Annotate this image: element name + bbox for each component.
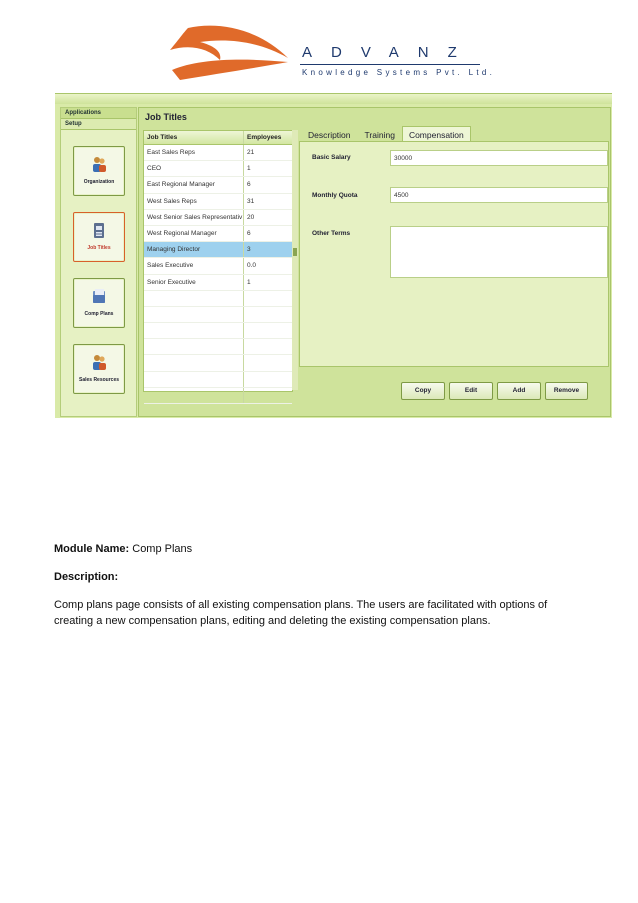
tab-description[interactable]: Description bbox=[308, 130, 351, 140]
table-row[interactable] bbox=[144, 339, 292, 355]
description-line-1: Comp plans page consists of all existing compensation plans. The users are facilitated with options of bbox=[54, 599, 548, 611]
app-topbar bbox=[55, 94, 612, 104]
basic-salary-field[interactable]: 30000 bbox=[390, 150, 608, 166]
job-title-cell: East Regional Manager bbox=[144, 177, 244, 192]
action-buttons bbox=[401, 382, 588, 400]
grip-icon bbox=[293, 248, 297, 256]
sidebar-item-label: Organization bbox=[83, 179, 115, 185]
employees-cell bbox=[244, 355, 292, 370]
sidebar-header: Applications bbox=[61, 108, 136, 119]
module-name-label: Module Name: bbox=[54, 543, 130, 555]
column-header-employees[interactable]: Employees bbox=[247, 134, 282, 141]
company-logo bbox=[160, 18, 496, 88]
tab-training[interactable]: Training bbox=[364, 130, 395, 140]
people-icon bbox=[91, 353, 107, 371]
job-title-cell: Sales Executive bbox=[144, 258, 244, 273]
job-title-cell: East Sales Reps bbox=[144, 145, 244, 160]
monthly-quota-field[interactable]: 4500 bbox=[390, 187, 608, 203]
sidebar-item-label: Sales Resources bbox=[78, 377, 120, 383]
add-button[interactable]: Add bbox=[497, 382, 541, 400]
module-name-value: Comp Plans bbox=[132, 543, 193, 555]
sidebar-item-sales-resources[interactable] bbox=[73, 344, 125, 394]
sidebar bbox=[60, 107, 137, 417]
swoosh-logo-icon bbox=[160, 18, 310, 88]
employees-cell bbox=[244, 291, 292, 306]
employees-cell: 0.0 bbox=[247, 262, 257, 270]
table-row[interactable] bbox=[144, 291, 292, 307]
employees-cell: 20 bbox=[247, 213, 255, 221]
sidebar-item-comp-plans[interactable] bbox=[73, 278, 125, 328]
main-panel bbox=[138, 107, 611, 417]
job-title-cell: CEO bbox=[144, 161, 244, 176]
copy-button[interactable]: Copy bbox=[401, 382, 445, 400]
employees-cell: 6 bbox=[247, 181, 251, 189]
employees-cell: 21 bbox=[247, 149, 255, 156]
basic-salary-label: Basic Salary bbox=[312, 154, 351, 161]
people-icon bbox=[91, 155, 107, 173]
job-title-cell: West Regional Manager bbox=[144, 226, 244, 241]
table-header bbox=[144, 131, 292, 145]
job-titles-table bbox=[143, 130, 293, 392]
table-row[interactable] bbox=[144, 226, 292, 242]
tab-bar bbox=[301, 126, 471, 142]
job-title-cell: Senior Executive bbox=[144, 275, 244, 290]
job-title-cell: Managing Director bbox=[144, 242, 244, 257]
description-heading: Description: bbox=[54, 571, 119, 583]
folder-icon bbox=[91, 287, 107, 305]
tab-compensation[interactable]: Compensation bbox=[402, 126, 471, 144]
employees-cell bbox=[244, 388, 292, 403]
app-screenshot bbox=[55, 93, 612, 418]
other-terms-field[interactable] bbox=[390, 226, 608, 278]
compensation-panel bbox=[299, 141, 609, 367]
table-row[interactable] bbox=[144, 210, 292, 226]
employees-cell bbox=[244, 323, 292, 338]
sidebar-item-job-titles[interactable] bbox=[73, 212, 125, 262]
remove-button[interactable]: Remove bbox=[545, 382, 588, 400]
table-row[interactable] bbox=[144, 323, 292, 339]
page-title: Job Titles bbox=[145, 112, 187, 122]
employees-cell: 31 bbox=[247, 197, 255, 205]
sidebar-item-organization[interactable] bbox=[73, 146, 125, 196]
table-row[interactable] bbox=[144, 355, 292, 371]
job-title-cell bbox=[144, 291, 244, 306]
job-title-cell bbox=[144, 388, 244, 403]
job-title-cell bbox=[144, 355, 244, 370]
job-title-cell bbox=[144, 339, 244, 354]
table-row[interactable] bbox=[144, 194, 292, 210]
table-row[interactable] bbox=[144, 242, 292, 258]
employees-cell: 1 bbox=[247, 165, 251, 173]
table-row[interactable] bbox=[144, 145, 292, 161]
sidebar-item-label: Comp Plans bbox=[84, 311, 114, 317]
employees-cell: 1 bbox=[247, 278, 251, 286]
id-badge-icon bbox=[91, 221, 107, 239]
column-header-job-titles[interactable]: Job Titles bbox=[144, 131, 244, 144]
employees-cell bbox=[244, 307, 292, 322]
brand-name: ADVANZ bbox=[302, 44, 476, 61]
table-row[interactable] bbox=[144, 161, 292, 177]
brand-divider bbox=[300, 64, 480, 65]
table-row[interactable] bbox=[144, 258, 292, 274]
table-row[interactable] bbox=[144, 177, 292, 193]
edit-button[interactable]: Edit bbox=[449, 382, 493, 400]
splitter-handle[interactable] bbox=[292, 130, 298, 390]
job-title-cell: West Senior Sales Representativ bbox=[144, 210, 244, 225]
monthly-quota-label: Monthly Quota bbox=[312, 192, 358, 199]
employees-cell: 3 bbox=[247, 246, 251, 254]
table-row[interactable] bbox=[144, 307, 292, 323]
module-name-line bbox=[54, 543, 192, 555]
employees-cell bbox=[244, 372, 292, 387]
description-line-2: creating a new compensation plans, editing and deleting the existing compensation plans. bbox=[54, 615, 491, 627]
other-terms-label: Other Terms bbox=[312, 230, 351, 237]
table-row[interactable] bbox=[144, 372, 292, 388]
job-title-cell bbox=[144, 323, 244, 338]
table-row[interactable] bbox=[144, 388, 292, 404]
table-row[interactable] bbox=[144, 275, 292, 291]
job-title-cell bbox=[144, 372, 244, 387]
sidebar-item-label: Job Titles bbox=[87, 245, 111, 251]
employees-cell: 6 bbox=[247, 229, 251, 237]
job-title-cell bbox=[144, 307, 244, 322]
brand-tagline: Knowledge Systems Pvt. Ltd. bbox=[302, 68, 496, 77]
sidebar-subheader: Setup bbox=[61, 119, 136, 130]
employees-cell bbox=[244, 339, 292, 354]
job-title-cell: West Sales Reps bbox=[144, 194, 244, 209]
